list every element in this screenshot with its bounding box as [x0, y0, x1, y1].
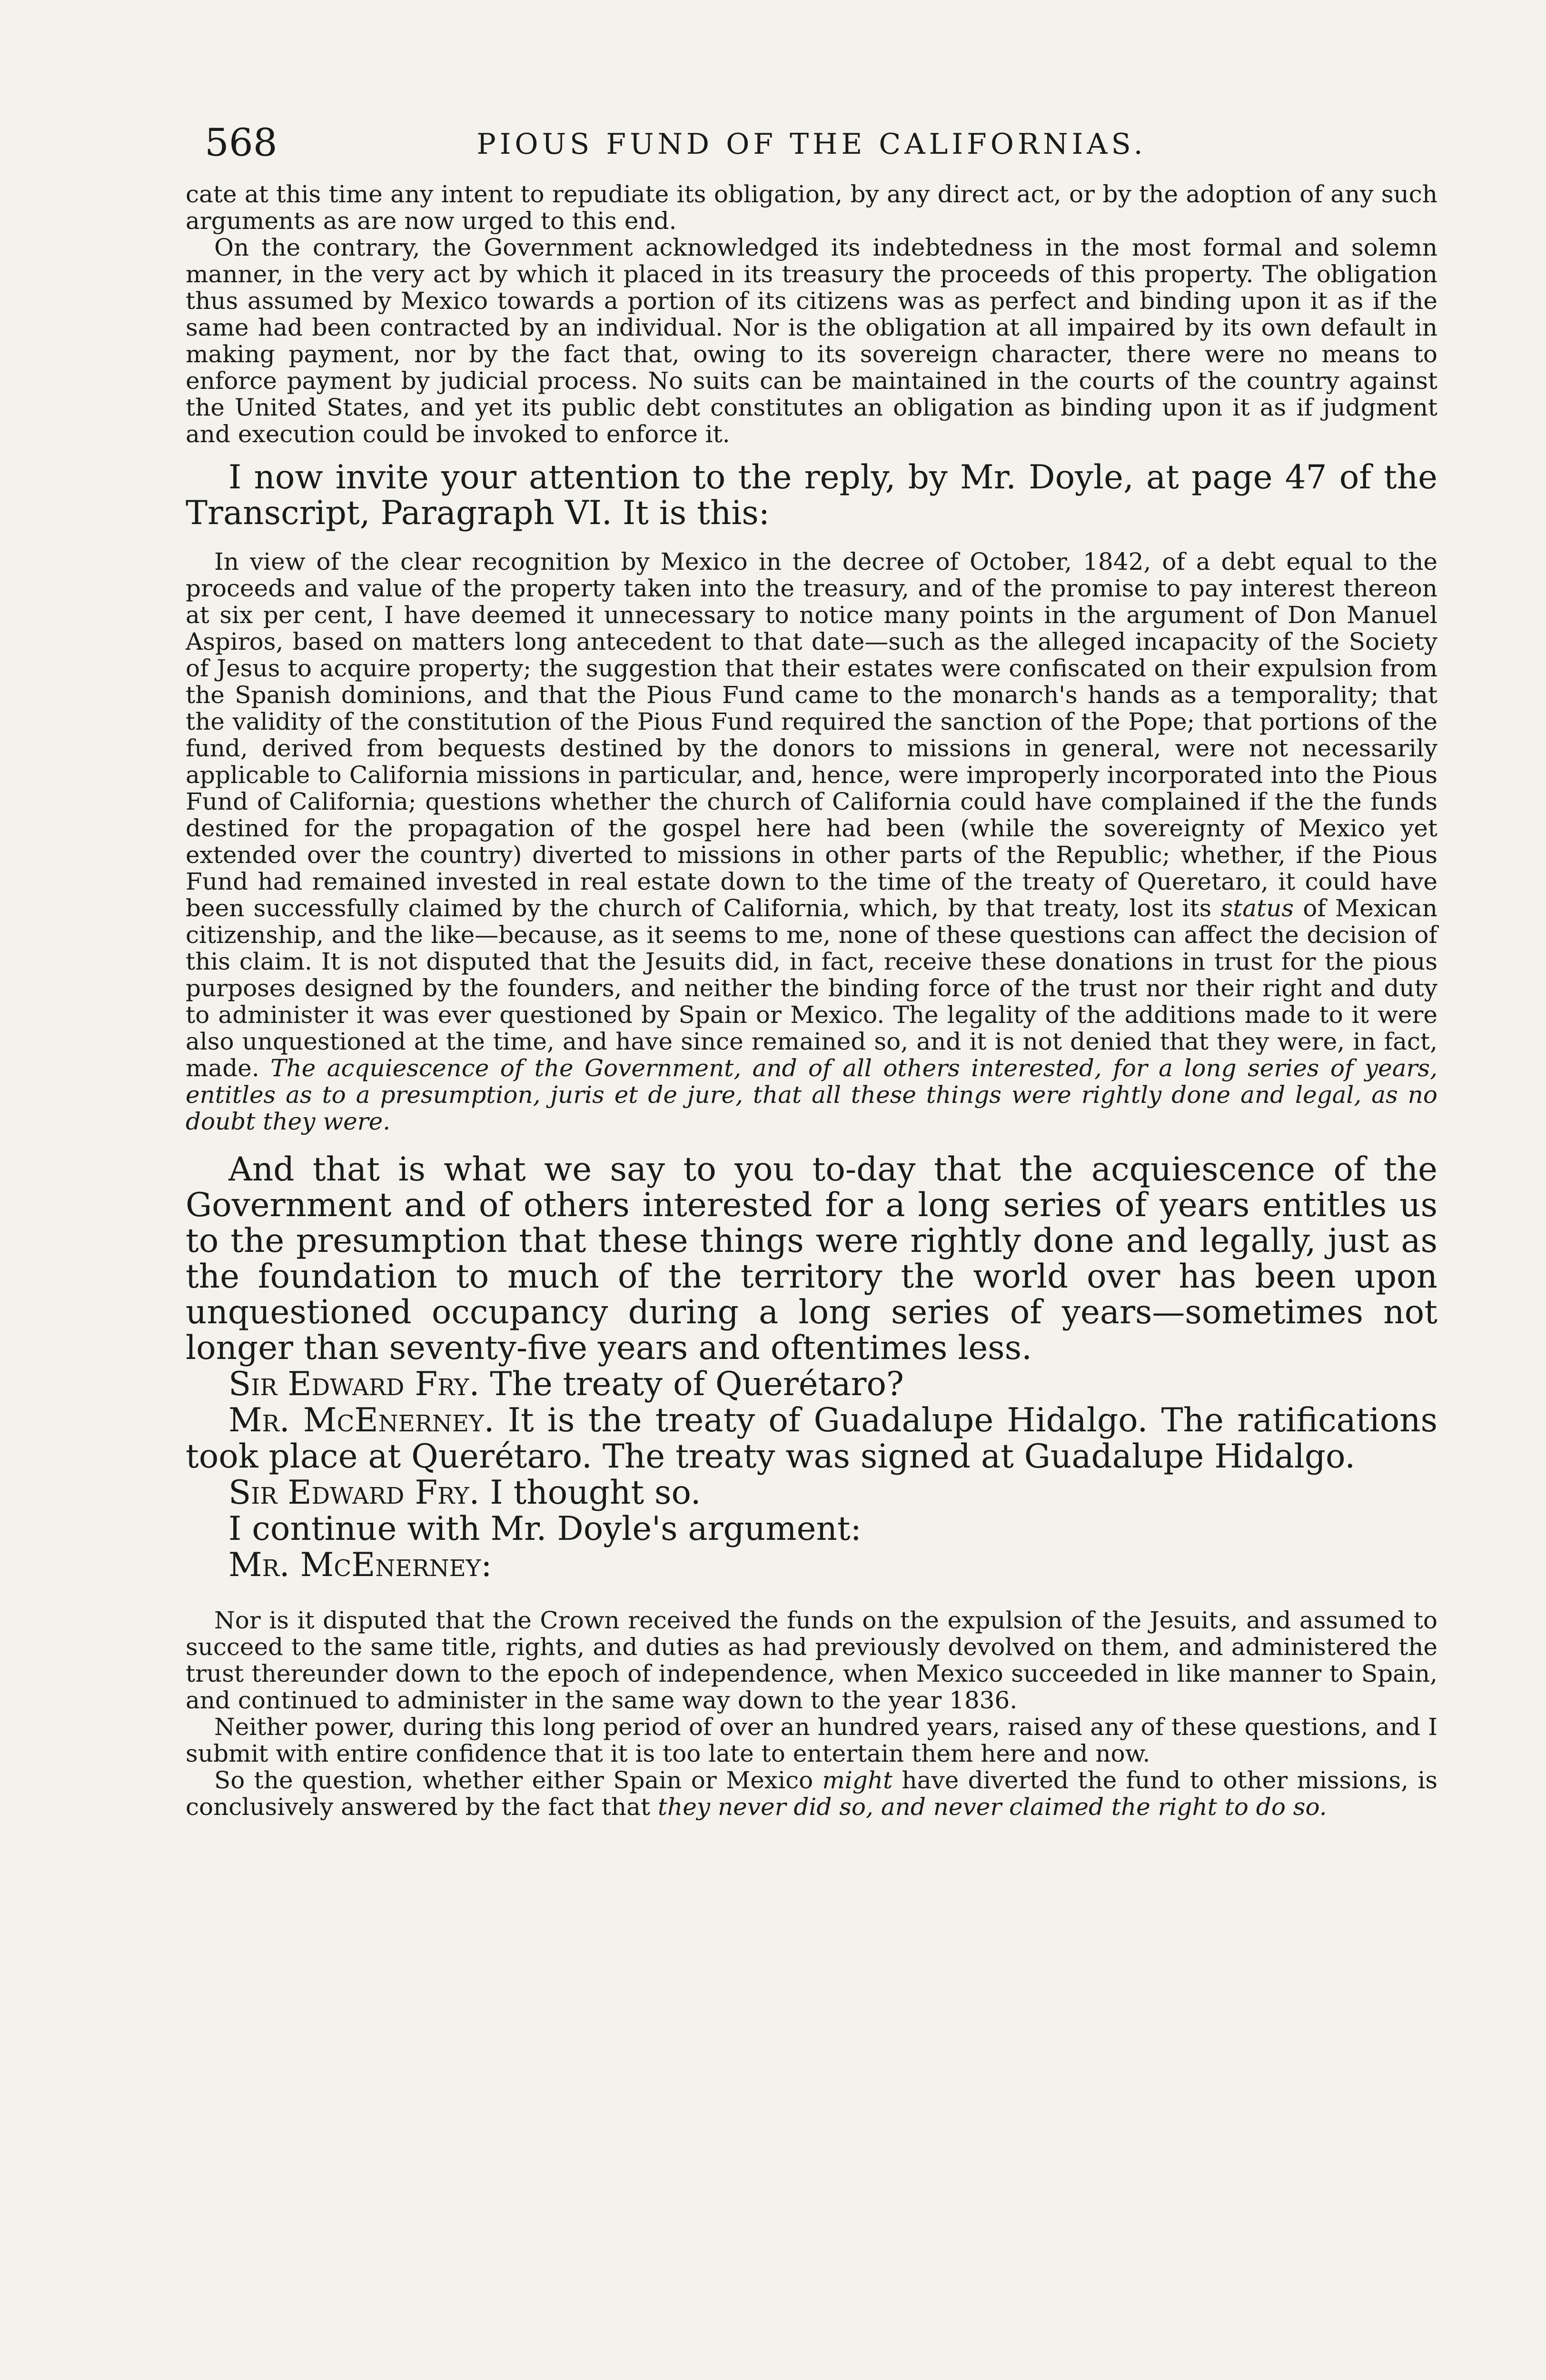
- quote-text-part-2: of Mexican citizenship, and the like—because, as it seems to me, none of these questions can affect the decision of this claim. It is not disputed that the Jesuits did, in fact, receive these donations in trust for the pious purposes designed by the founders, and neither the binding force of the trust nor their right and duty to administer it was ever questioned by Spain or Mexico. The legality of the additions made to it were also unquestioned at the time, and have since remained so, and it is not denied that they were, in fact, made.: [186, 894, 1437, 1082]
- speaker-name: Sir Edward Fry.: [228, 1474, 480, 1512]
- closing-paragraph-question: [186, 1767, 1437, 1820]
- dialogue-fry-2: [186, 1475, 1437, 1511]
- dialogue-mcenerney-2: [186, 1547, 1437, 1583]
- speech-text: The treaty of Querétaro?: [490, 1365, 904, 1403]
- speaker-name: Mr. McEnerney.: [228, 1401, 495, 1439]
- speech-text: I thought so.: [490, 1474, 701, 1512]
- closing-paragraph-crown: Nor is it disputed that the Crown received the funds on the expulsion of the Jesuits, and assumed to succeed to the same title, rights, and duties as had previously devolved on them, and administered the trust thereunder down to the epoch of independence, when Mexico succeeded in like manner to Spain, and continued to administer in the same way down to the year 1836.: [186, 1606, 1437, 1714]
- dialogue-mcenerney-1: [186, 1402, 1437, 1475]
- closing-text-part-1: So the question, whether either Spain or Mexico: [214, 1766, 813, 1794]
- paragraph-government-acknowledged: On the contrary, the Government acknowledged its indebtedness in the most formal and solemn manner, in the very act by which it placed in its treasury the proceeds of this property. The obligation thus assumed by Mexico towards a portion of its citizens was as perfect and binding upon it as if the same had been contracted by an individual. Nor is the obligation at all impaired by its own default in making payment, nor by the fact that, owing to its sovereign character, there were no means to enforce payment by judicial process. No suits can be maintained in the courts of the country against the United States, and yet its public debt constitutes an obligation as binding upon it as if judgment and execution could be invoked to enforce it.: [186, 234, 1437, 448]
- paragraph-invite-attention: I now invite your attention to the reply, by Mr. Doyle, at page 47 of the Transcript, Paragraph VI. It is this:: [186, 458, 1437, 532]
- quote-italic-status: status: [1220, 894, 1294, 922]
- quote-italic-conclusion: The acquiescence of the Government, and of all others interested, for a long series of years, entitles as to a presumption, juris et de jure, that all these things were rightly done and legal, as no doubt they were.: [186, 1054, 1437, 1135]
- running-title: PIOUS FUND OF THE CALIFORNIAS.: [476, 128, 1147, 161]
- paragraph-acquiescence: And that is what we say to you to-day that the acquiescence of the Government and of others interested for a long series of years entitles us to the presumption that these things were rightly done and legally, just as the foundation to much of the territory the world over has been upon unquestioned occupancy during a long series of years—sometimes not longer than seventy-five years and oftentimes less.: [186, 1150, 1437, 1367]
- page-header: [186, 119, 1437, 181]
- closing-italic-might: might: [822, 1766, 893, 1794]
- quoted-paragraph-doyle: [186, 548, 1437, 1135]
- speaker-name: Mr. McEnerney:: [228, 1546, 492, 1584]
- closing-text-part-2: have diverted the fund to other missions, is conclusively answered by the fact that: [186, 1766, 1437, 1821]
- paragraph-continuation: cate at this time any intent to repudiate its obligation, by any direct act, or by the adoption of any such arguments as are now urged to this end.: [186, 180, 1437, 235]
- document-page: [186, 119, 1437, 1820]
- dialogue-fry-1: [186, 1366, 1437, 1402]
- page-number: 568: [205, 120, 277, 165]
- closing-italic-conclusion: they never did so, and never claimed the right to do so.: [657, 1793, 1327, 1821]
- speech-text: It is the treaty of Guadalupe Hidalgo. The ratifications took place at Querétaro. The treaty was signed at Guadalupe Hidalgo.: [186, 1401, 1437, 1476]
- speaker-name: Sir Edward Fry.: [228, 1365, 480, 1403]
- quote-text-part-1: In view of the clear recognition by Mexico in the decree of October, 1842, of a debt equal to the proceeds and value of the property taken into the treasury, and of the promise to pay interest thereon at six per cent, I have deemed it unnecessary to notice many points in the argument of Don Manuel Aspiros, based on matters long antecedent to that date—such as the alleged incapacity of the Society of Jesus to acquire property; the suggestion that their estates were confiscated on their expulsion from the Spanish dominions, and that the Pious Fund came to the monarch's hands as a temporality; that the validity of the constitution of the Pious Fund required the sanction of the Pope; that portions of the fund, derived from bequests destined by the donors to missions in general, were not necessarily applicable to California missions in particular, and, hence, were improperly incorporated into the Pious Fund of California; questions whether the church of California could have complained if the the funds destined for the propagation of the gospel here had been (while the sovereignty of Mexico yet extended over the country) diverted to missions in other parts of the Republic; whether, if the Pious Fund had remained invested in real estate down to the time of the treaty of Queretaro, it could have been successfully claimed by the church of California, which, by that treaty, lost its: [186, 548, 1437, 922]
- closing-paragraph-neither-power: Neither power, during this long period of over an hundred years, raised any of these questions, and I submit with entire confidence that it is too late to entertain them here and now.: [186, 1713, 1437, 1767]
- continue-line: I continue with Mr. Doyle's argument:: [228, 1510, 862, 1548]
